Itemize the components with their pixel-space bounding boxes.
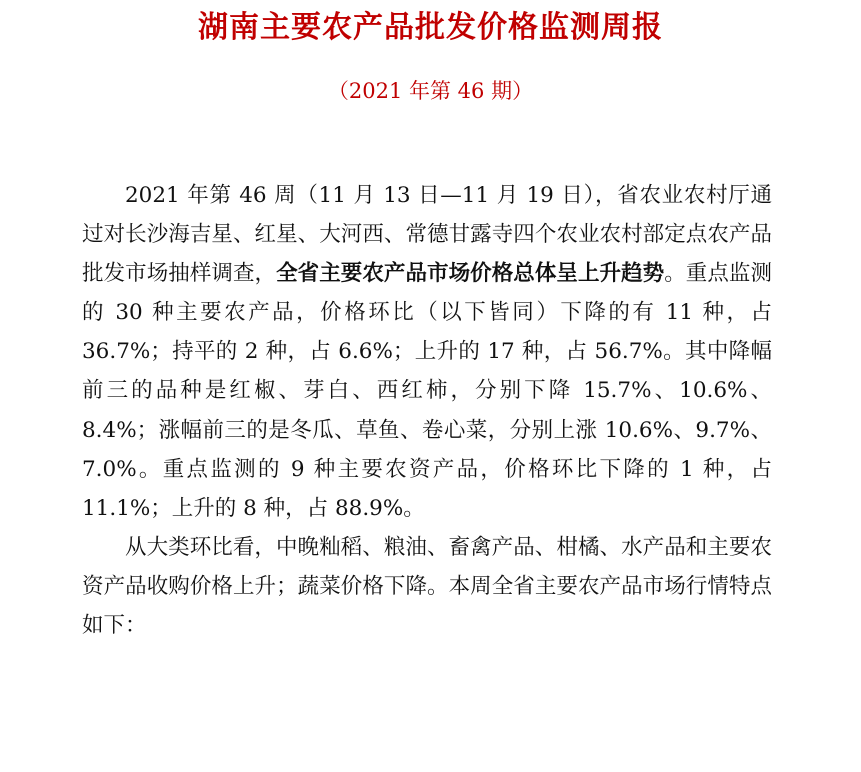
report-issue-number: （2021 年第 46 期） [327, 79, 534, 103]
summary-highlight: 全省主要农产品市场价格总体呈上升趋势 [276, 261, 665, 287]
category-paragraph: 从大类环比看，中晚籼稻、粮油、畜禽产品、柑橘、水产品和主要农资产品收购价格上升；蔬菜价格下降。本周全省主要农产品市场行情特点如下： [82, 534, 772, 639]
summary-detail: 。重点监测的 30 种主要农产品，价格环比（以下皆同）下降的有 11 种，占 36.7%；持平的 2 种，占 6.6%；上升的 17 种，占 56.7%。其中降幅前三的品种是红椒、芽白、西红柿，分别下降 15.7%、10.6%、8.4%；涨幅前三的是冬瓜、草鱼、卷心菜，分别上涨 10.6%、9.7%、7.0%。重点监测的 9 种主要农资产品，价格环比下降的 1 种，占 11.1%；上升的 8 种，占 88.9%。 [82, 261, 772, 521]
report-title: 湖南主要农产品批发价格监测周报 [198, 10, 663, 45]
report-body [82, 176, 772, 645]
summary-intro: 2021 年第 46 周（11 月 13 日—11 月 19 日），省农业农村厅通过对长沙海吉星、红星、大河西、常德甘露寺四个农业农村部定点农产品批发市场抽样调查， [82, 183, 772, 287]
summary-paragraph [82, 176, 772, 528]
